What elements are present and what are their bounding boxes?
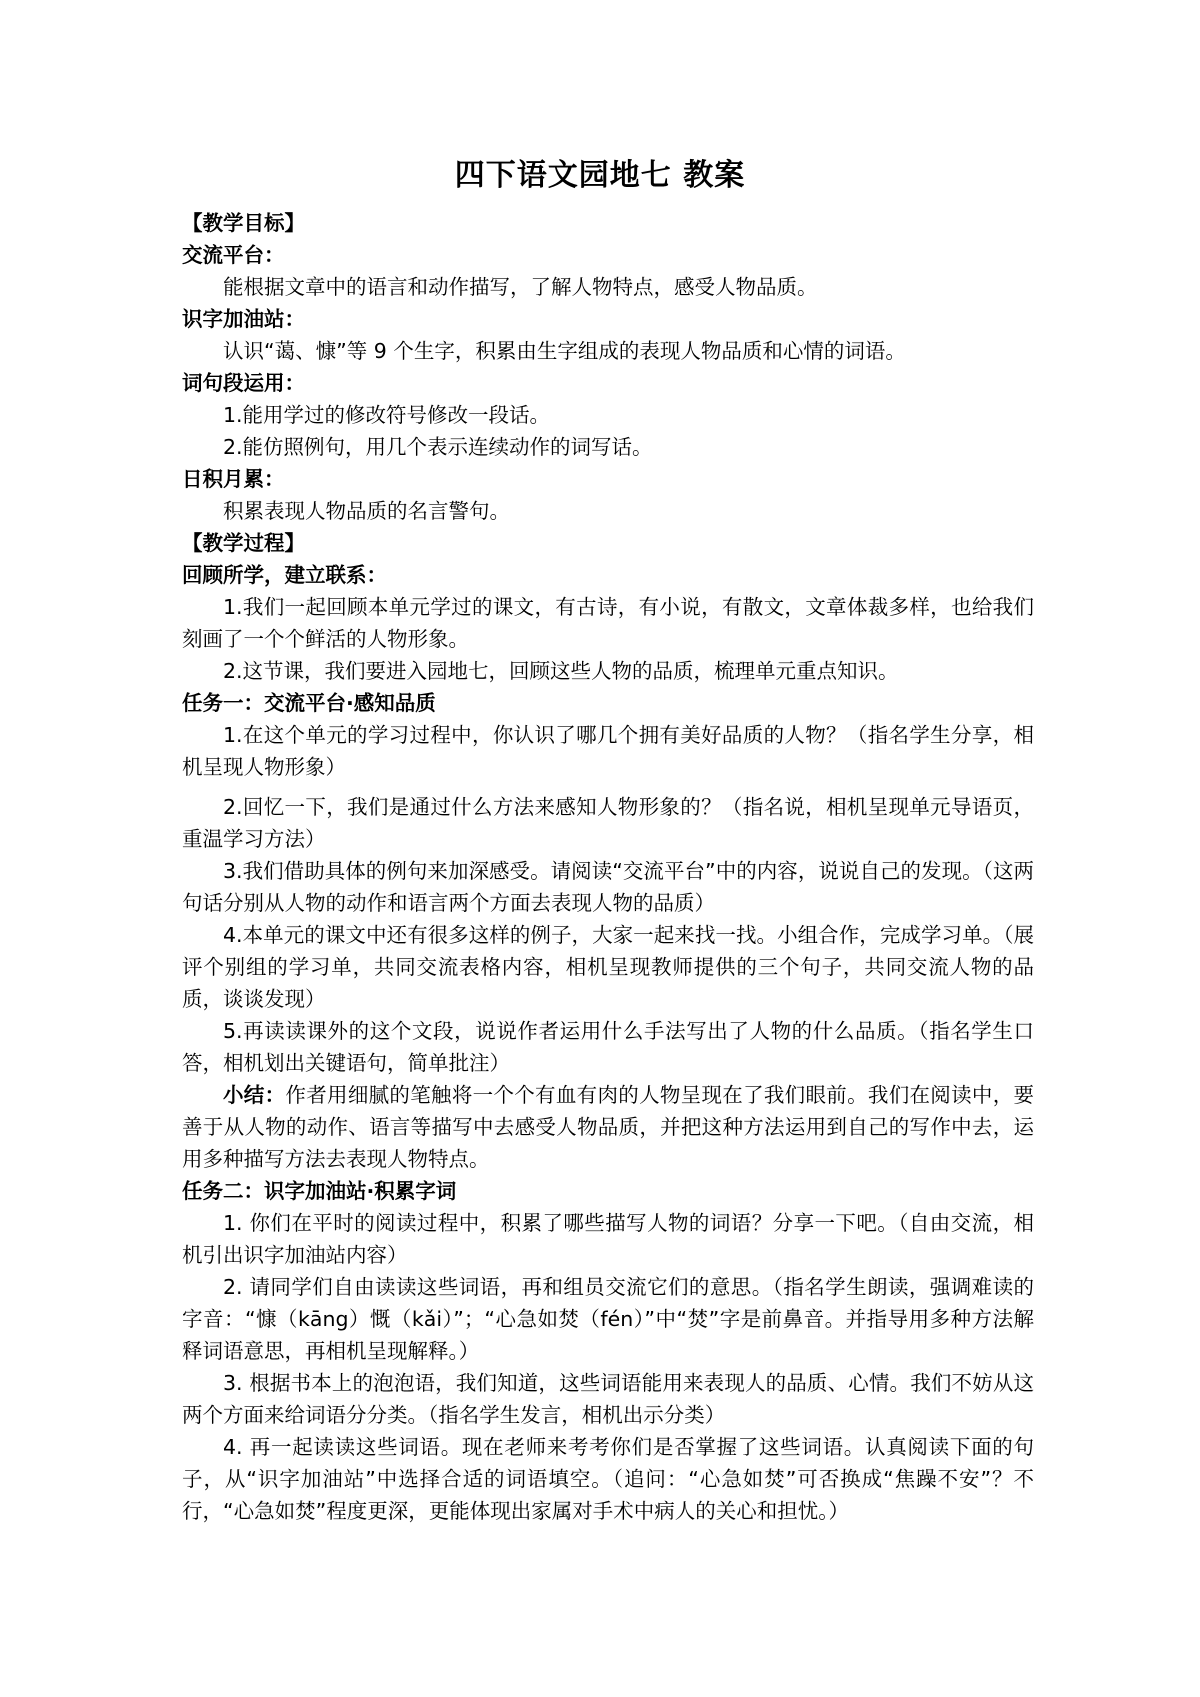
subheading-task2: 任务二：识字加油站·积累字词	[182, 1179, 457, 1203]
subheading-daily: 日积月累：	[182, 467, 285, 491]
subheading-literacy: 识字加油站：	[182, 307, 305, 331]
goal-literacy-text: 认识“蔼、慷”等 9 个生字，积累由生字组成的表现人物品质和心情的词语。	[223, 339, 906, 363]
subheading-task1: 任务一：交流平台·感知品质	[182, 691, 436, 715]
task2-item: 1. 你们在平时的阅读过程中，积累了哪些描写人物的词语？分享一下吧。（自由交流，相机引出识字加油站内容）	[182, 1211, 1034, 1267]
task1-item: 1.在这个单元的学习过程中，你认识了哪几个拥有美好品质的人物？（指名学生分享，相机呈现人物形象）	[182, 723, 1034, 779]
summary-label: 小结：	[223, 1083, 286, 1107]
subheading-review: 回顾所学，建立联系：	[182, 563, 387, 587]
section-heading-process: 【教学过程】	[182, 531, 305, 555]
task2-item: 3. 根据书本上的泡泡语，我们知道，这些词语能用来表现人的品质、心情。我们不妨从这两个方面来给词语分分类。（指名学生发言，相机出示分类）	[182, 1371, 1034, 1427]
goal-daily-text: 积累表现人物品质的名言警句。	[223, 499, 510, 523]
subheading-exchange: 交流平台：	[182, 243, 285, 267]
task1-item: 4.本单元的课文中还有很多这样的例子，大家一起来找一找。小组合作，完成学习单。（展评个别组的学习单，共同交流表格内容，相机呈现教师提供的三个句子，共同交流人物的品质，谈谈发现）	[182, 923, 1034, 1011]
task1-summary	[182, 1079, 1034, 1175]
task1-item: 3.我们借助具体的例句来加深感受。请阅读“交流平台”中的内容，说说自己的发现。（这两句话分别从人物的动作和语言两个方面去表现人物的品质）	[182, 859, 1034, 915]
review-item: 1.我们一起回顾本单元学过的课文，有古诗，有小说，有散文，文章体裁多样，也给我们刻画了一个个鲜活的人物形象。	[182, 595, 1034, 651]
document-title: 四下语文园地七 教案	[454, 158, 746, 193]
task2-item: 4. 再一起读读这些词语。现在老师来考考你们是否掌握了这些词语。认真阅读下面的句子，从“识字加油站”中选择合适的词语填空。（追问：“心急如焚”可否换成“焦躁不安”？不行，“心急如焚”程度更深，更能体现出家属对手术中病人的关心和担忧。）	[182, 1435, 1034, 1523]
task2-item: 2. 请同学们自由读读这些词语，再和组员交流它们的意思。（指名学生朗读，强调难读的字音：“慷（kāng）慨（kǎi）”；“心急如焚（fén）”中“焚”字是前鼻音。并指导用多种方法解释词语意思，再相机呈现解释。）	[182, 1275, 1034, 1363]
review-item: 2.这节课，我们要进入园地七，回顾这些人物的品质，梳理单元重点知识。	[223, 659, 899, 683]
subheading-usage: 词句段运用：	[182, 371, 305, 395]
document-body	[182, 207, 1034, 1527]
section-heading-goals: 【教学目标】	[182, 211, 305, 235]
task1-item: 2.回忆一下，我们是通过什么方法来感知人物形象的？（指名说，相机呈现单元导语页，重温学习方法）	[182, 795, 1034, 851]
task1-item: 5.再读读课外的这个文段，说说作者运用什么手法写出了人物的什么品质。（指名学生口答，相机划出关键语句，简单批注）	[182, 1019, 1034, 1075]
goal-usage-item: 1.能用学过的修改符号修改一段话。	[223, 403, 551, 427]
goal-usage-item: 2.能仿照例句，用几个表示连续动作的词写话。	[223, 435, 653, 459]
goal-exchange-text: 能根据文章中的语言和动作描写，了解人物特点，感受人物品质。	[223, 275, 818, 299]
summary-text: 作者用细腻的笔触将一个个有血有肉的人物呈现在了我们眼前。我们在阅读中，要善于从人物的动作、语言等描写中去感受人物品质，并把这种方法运用到自己的写作中去，运用多种描写方法去表现人物特点。	[182, 1083, 1035, 1171]
